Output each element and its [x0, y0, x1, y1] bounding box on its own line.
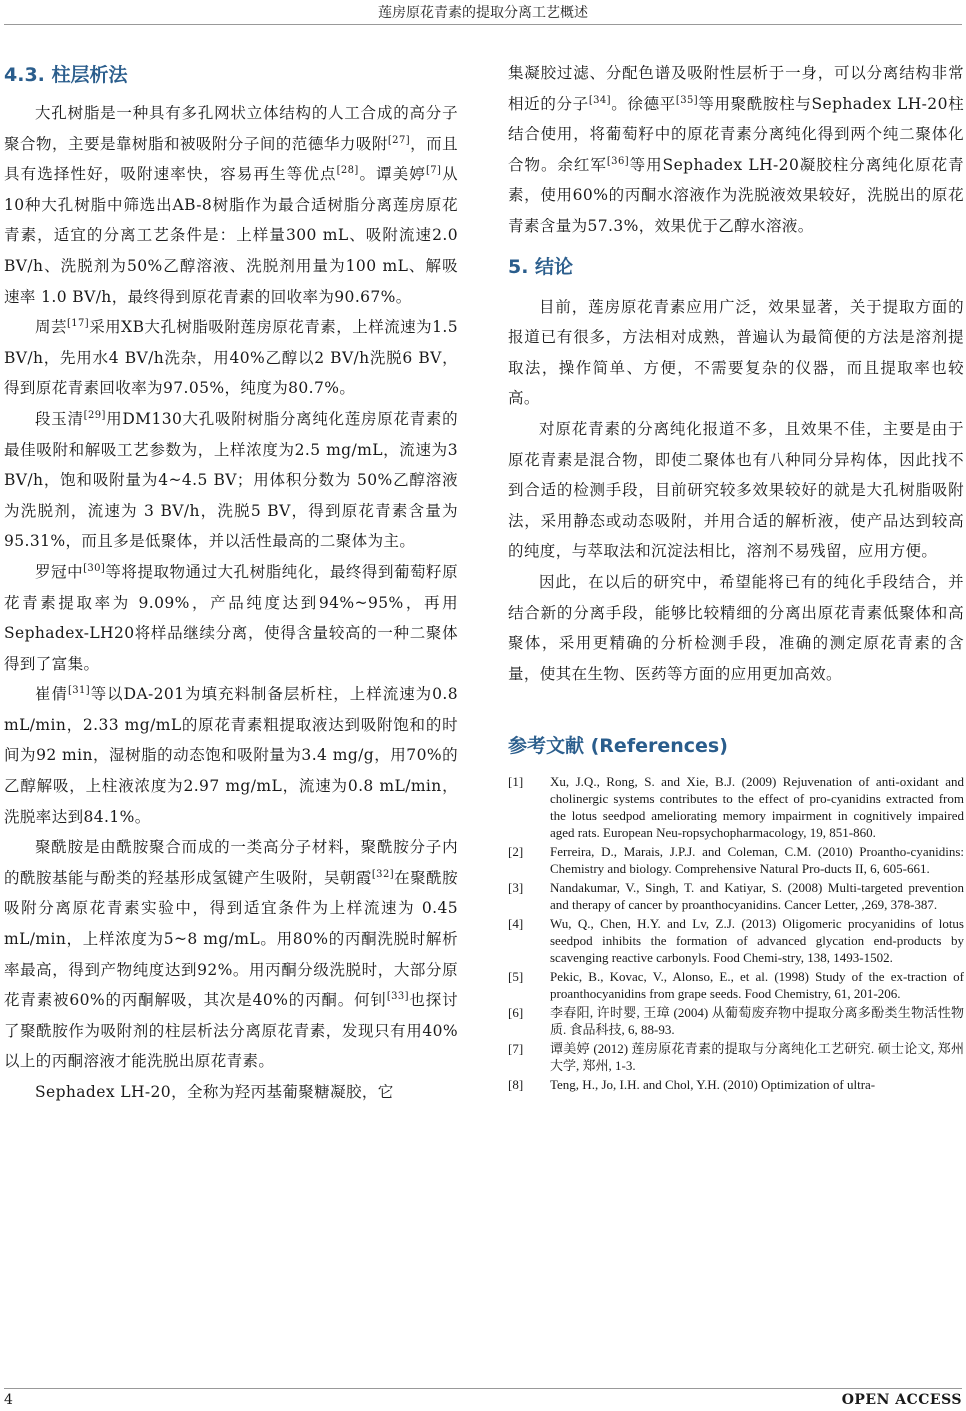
paragraph: 崔倩[31]等以DA-201为填充料制备层析柱，上样流速为0.8 mL/min，2.33 mg/mL的原花青素粗提取液达到吸附饱和的时间为92 min，湿树脂的动态饱和吸附量为3.4 mg/g，用70%的乙醇解吸，上柱液浓度为2.97 mg/mL，流速为0.8 mL/min，洗脱率达到84.1%。 — [4, 685, 458, 826]
reference-number: [1] — [508, 774, 524, 790]
paragraph: 大孔树脂是一种具有多孔网状立体结构的人工合成的高分子聚合物，主要是靠树脂和被吸附分子间的范德华力吸附[27]，而且具有选择性好，吸附速率快，容易再生等优点[28]。谭美婷[7]从10种大孔树脂中筛选出AB-8树脂作为最合适树脂分离莲房原花青素，适宜的分离工艺条件是：上样量300 mL、吸附流速2.0 BV/h、洗脱剂为50%乙醇溶液、洗脱剂用量为100 mL、解吸速率 1.0 BV/h，最终得到原花青素的回收率为90.67%。 — [4, 104, 458, 306]
left-column — [4, 58, 458, 1108]
citation-marker: [27] — [387, 134, 411, 146]
header-rule — [4, 24, 962, 25]
reference-number: [3] — [508, 880, 524, 896]
reference-number: [4] — [508, 916, 524, 932]
paragraph-continued: 集凝胶过滤、分配色谱及吸附性层析于一身，可以分离结构非常相近的分子[34]。徐德平[35]等用聚酰胺柱与Sephadex LH-20柱结合使用，将葡萄籽中的原花青素分离纯化得到两个纯二聚体化合物。余红军[36]等用Sephadex LH-20凝胶柱分离纯化原花青素，使用60%的丙酮水溶液作为洗脱液效果较好，洗脱出的原花青素含量为57.3%，效果优于乙醇水溶液。 — [508, 64, 964, 235]
conclusion-paragraph: 对原花青素的分离纯化报道不多，且效果不佳，主要是由于原花青素是混合物，即使二聚体也有八种同分异构体，因此找不到合适的检测手段，目前研究较多效果较好的就是大孔树脂吸附法，采用静态或动态吸附，并用合适的解析液，使产品达到较高的纯度，与萃取法和沉淀法相比，溶剂不易残留，应用方便。 — [508, 419, 964, 561]
paragraph: 周芸[17]采用XB大孔树脂吸附莲房原花青素，上样流速为1.5 BV/h，先用水4 BV/h洗杂，用40%乙醇以2 BV/h洗脱6 BV，得到原花青素回收率为97.05%，纯度为80.7%。 — [4, 318, 458, 398]
reference-text: Teng, H., Jo, I.H. and Chol, Y.H. (2010) Optimization of ultra- — [550, 1077, 876, 1093]
reference-item — [508, 843, 964, 877]
reference-item — [508, 773, 964, 841]
reference-item — [508, 915, 964, 966]
reference-item — [508, 1004, 964, 1038]
reference-number: [6] — [508, 1005, 524, 1021]
reference-text: Ferreira, D., Marais, J.P.J. and Coleman, C.M. (2010) Proantho-cyanidins: Chemistry and biology. Comprehensive Natural Pro-ducts II, 6, 605-661. — [550, 844, 964, 877]
footer-rule — [4, 1388, 962, 1389]
reference-number: [7] — [508, 1041, 524, 1057]
citation-marker: [31] — [67, 685, 91, 697]
citation-marker: [7] — [425, 165, 442, 177]
citation-marker: [32] — [371, 868, 395, 880]
references-list — [508, 773, 964, 1093]
page-number: 4 — [4, 1392, 13, 1408]
journal-label: OPEN ACCESS — [841, 1392, 962, 1408]
citation-marker: [34] — [588, 94, 611, 106]
reference-text: 谭美婷 (2012) 莲房原花青素的提取与分离纯化工艺研究. 硕士论文, 郑州大学, 郑州, 1-3. — [550, 1041, 964, 1074]
citation-marker: [36] — [606, 155, 630, 167]
reference-text: Pekic, B., Kovac, V., Alonso, E., et al. (1998) Study of the ex-traction of proanthocyanidins from grape seeds. Food Chemistry, 61, 201-206. — [550, 969, 964, 1002]
reference-number: [8] — [508, 1077, 524, 1093]
citation-marker: [35] — [675, 94, 699, 106]
reference-number: [5] — [508, 969, 524, 985]
paragraph: 罗冠中[30]等将提取物通过大孔树脂纯化，最终得到葡萄籽原花青素提取率为 9.09%，产品纯度达到94%~95%，再用Sephadex-LH20将样品继续分离，使得含量较高的一种二聚体得到了富集。 — [4, 562, 458, 673]
reference-number: [2] — [508, 844, 524, 860]
conclusion-paragraph: 目前，莲房原花青素应用广泛，效果显著，关于提取方面的报道已有很多，方法相对成熟，普遍认为最简便的方法是溶剂提取法，操作简单、方便，不需要复杂的仪器，而且提取率也较高。 — [508, 297, 964, 408]
reference-item — [508, 1040, 964, 1074]
reference-text: Nandakumar, V., Singh, T. and Katiyar, S. (2008) Multi-targeted prevention and therapy of cancer by proanthocyanidins. Cancer Letter, ,269, 378-387. — [550, 880, 964, 913]
running-title: 莲房原花青素的提取分离工艺概述 — [378, 5, 588, 21]
reference-item — [508, 879, 964, 913]
citation-marker: [30] — [83, 562, 106, 574]
right-column — [508, 58, 964, 1095]
reference-text: Xu, J.Q., Rong, S. and Xie, B.J. (2009) Rejuvenation of anti-oxidant and cholinergic systems contributes to the effect of pro-cyanidins extracted from the lotus seedpod ameliorating memory impairment in cognitively impaired aged rats. European Neu-ropsychopharmacology, 19, 851-860. — [550, 774, 964, 841]
paragraph: 段玉清[29]用DM130大孔吸附树脂分离纯化莲房原花青素的最佳吸附和解吸工艺参数为，上样浓度为2.5 mg/mL，流速为3 BV/h，饱和吸附量为4~4.5 BV；用体积分数为 50%乙醇溶液为洗脱剂，流速为 3 BV/h，洗脱5 BV，得到原花青素含量为95.31%，而且多是低聚体，并以活性最高的二聚体为主。 — [4, 409, 458, 551]
citation-marker: [29] — [83, 409, 106, 421]
citation-marker: [28] — [336, 165, 359, 177]
paragraph: 聚酰胺是由酰胺聚合而成的一类高分子材料，聚酰胺分子内的酰胺基能与酚类的羟基形成氢键产生吸附，吴朝霞[32]在聚酰胺吸附分离原花青素实验中，得到适宜条件为上样流速为 0.45 mL/min，上样浓度为5~8 mg/mL。用80%的丙酮洗脱时解析率最高，得到产物纯度达到92%。用丙酮分级洗脱时，大部分原花青素被60%的丙酮解吸，其次是40%的丙酮。何钊[33]也探讨了聚酰胺作为吸附剂的柱层析法分离原花青素，发现只有用40%以上的丙酮溶液才能洗脱出原花青素。 — [4, 838, 458, 1071]
reference-item — [508, 968, 964, 1002]
reference-item — [508, 1076, 964, 1093]
citation-marker: [33] — [386, 991, 409, 1003]
section-heading-4-3: 4.3. 柱层析法 — [4, 64, 128, 86]
reference-text: Wu, Q., Chen, H.Y. and Lv, Z.J. (2013) Oligomeric procyanidins of lotus seedpod inhibits the formation of advanced glycation end-products by scavenging reactive carbonyls. Food Chemi-stry, 138, 1493-1502. — [550, 916, 964, 966]
reference-text: 李春阳, 许时婴, 王璋 (2004) 从葡萄废弃物中提取分离多酚类生物活性物质. 食品科技, 6, 88-93. — [550, 1005, 964, 1038]
citation-marker: [17] — [66, 318, 90, 329]
references-heading: 参考文献 (References) — [508, 735, 728, 758]
section-heading-5: 5. 结论 — [508, 255, 574, 278]
paragraph: Sephadex LH-20，全称为羟丙基葡聚糖凝胶，它 — [35, 1083, 394, 1101]
conclusion-paragraph: 因此，在以后的研究中，希望能将已有的纯化手段结合，并结合新的分离手段，能够比较精细的分离出原花青素低聚体和高聚体，采用更精确的分析检测手段，准确的测定原花青素的含量，使其在生物、医药等方面的应用更加高效。 — [508, 572, 964, 683]
